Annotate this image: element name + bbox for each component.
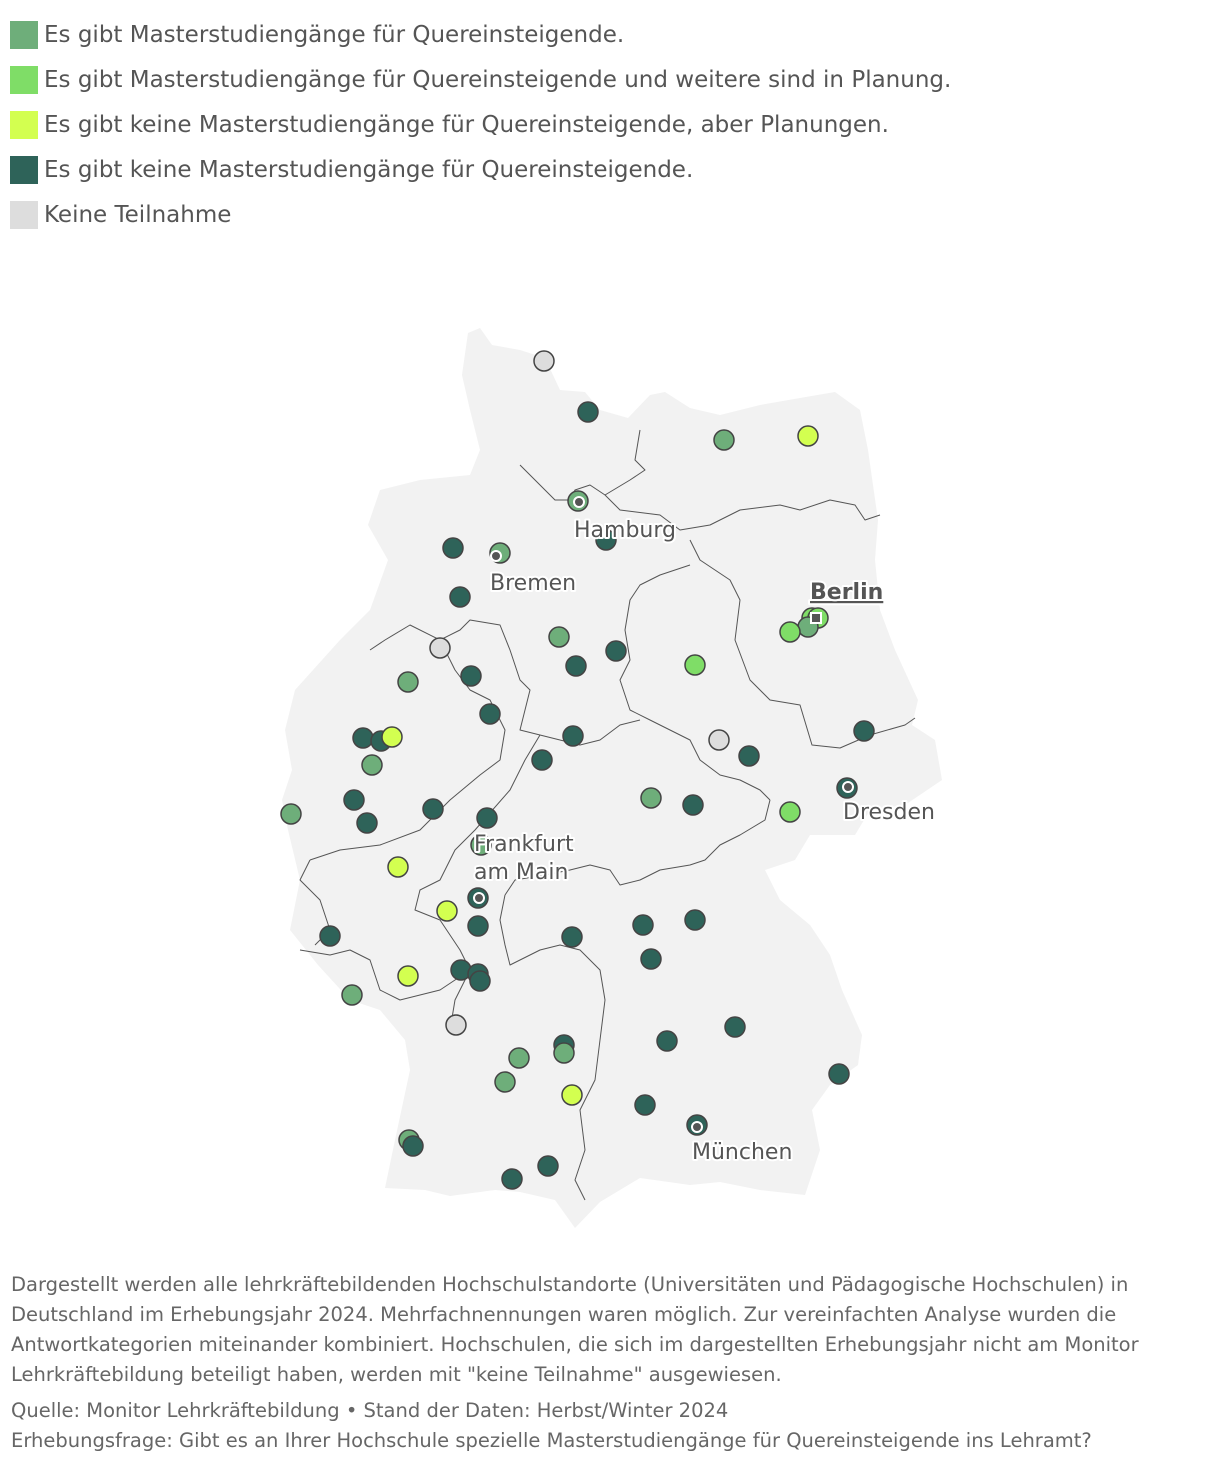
city-label-muenchen: München <box>692 1140 793 1165</box>
university-marker-no-master[interactable] <box>739 746 759 766</box>
university-marker-no-master[interactable] <box>477 808 497 828</box>
city-label-dresden: Dresden <box>843 800 935 825</box>
university-marker-no-master[interactable] <box>344 790 364 810</box>
legend-label: Es gibt Masterstudiengänge für Quereinsteigende und weitere sind in Planung. <box>44 66 952 93</box>
legend-label: Es gibt keine Masterstudiengänge für Quereinsteigende. <box>44 156 694 183</box>
university-marker-no-master[interactable] <box>450 587 470 607</box>
legend-label: Keine Teilnahme <box>44 201 232 228</box>
university-marker-no-master[interactable] <box>606 641 626 661</box>
university-marker-with-master[interactable] <box>495 1072 515 1092</box>
university-marker-no-master[interactable] <box>633 915 653 935</box>
legend-item[interactable] <box>10 12 951 57</box>
legend-item[interactable] <box>10 102 951 147</box>
city-label-berlin: Berlin <box>810 580 884 605</box>
university-marker-with-master[interactable] <box>641 788 661 808</box>
legend-swatch <box>10 111 38 139</box>
university-marker-no-participation[interactable] <box>534 351 554 371</box>
university-marker-no-master[interactable] <box>641 949 661 969</box>
university-marker-with-master-and-planning[interactable] <box>685 655 705 675</box>
university-marker-no-master[interactable] <box>461 666 481 686</box>
university-marker-no-master[interactable] <box>443 538 463 558</box>
source-note: Quelle: Monitor Lehrkräftebildung • Stand der Daten: Herbst/Winter 2024 <box>11 1399 729 1422</box>
city-label-bremen: Bremen <box>490 571 577 596</box>
legend-item[interactable] <box>10 57 951 102</box>
legend-item[interactable] <box>10 147 951 192</box>
university-marker-no-master[interactable] <box>468 916 488 936</box>
university-marker-with-master[interactable] <box>509 1048 529 1068</box>
university-marker-no-participation[interactable] <box>430 638 450 658</box>
university-marker-planning-only[interactable] <box>388 857 408 877</box>
legend-swatch <box>10 201 38 229</box>
university-marker-with-master[interactable] <box>362 755 382 775</box>
description-note: Dargestellt werden alle lehrkräftebildenden Hochschulstandorte (Universitäten und Pädagogische Hochschulen) in Deutschland im Erhebungsjahr 2024. Mehrfachnennungen waren möglich. Zur vereinfachten Analyse wurden die Antwortkategorien miteinander kombiniert. Hochschulen, die sich im dargestellten Erhebungsjahr nicht am Monitor Lehrkräftebildung beteiligt haben, werden mit "keine Teilnahme" ausgewiesen. <box>11 1273 1139 1386</box>
legend-item[interactable] <box>10 192 951 237</box>
university-marker-no-master[interactable] <box>480 704 500 724</box>
university-marker-planning-only[interactable] <box>382 727 402 747</box>
city-label-frankfurt-line1: Frankfurt <box>474 832 574 857</box>
muenchen-dot <box>692 1122 702 1132</box>
university-marker-no-master[interactable] <box>357 813 377 833</box>
university-marker-with-master[interactable] <box>549 627 569 647</box>
university-marker-planning-only[interactable] <box>562 1085 582 1105</box>
university-marker-no-master[interactable] <box>725 1017 745 1037</box>
university-marker-no-master[interactable] <box>403 1136 423 1156</box>
university-marker-no-participation[interactable] <box>709 730 729 750</box>
university-marker-no-master[interactable] <box>566 656 586 676</box>
footnotes <box>11 1270 1211 1456</box>
legend-swatch <box>10 156 38 184</box>
legend <box>10 12 951 237</box>
berlin-capital-marker <box>811 613 821 623</box>
university-marker-no-master[interactable] <box>320 926 340 946</box>
university-marker-no-master[interactable] <box>829 1064 849 1084</box>
university-marker-no-master[interactable] <box>353 728 373 748</box>
university-marker-no-master[interactable] <box>502 1169 522 1189</box>
legend-swatch <box>10 21 38 49</box>
university-marker-no-master[interactable] <box>685 910 705 930</box>
university-marker-no-master[interactable] <box>538 1156 558 1176</box>
germany-outline <box>282 328 942 1228</box>
university-marker-no-master[interactable] <box>657 1031 677 1051</box>
university-marker-with-master[interactable] <box>281 804 301 824</box>
university-marker-planning-only[interactable] <box>798 426 818 446</box>
legend-label: Es gibt Masterstudiengänge für Quereinsteigende. <box>44 21 625 48</box>
city-label-frankfurt-line2: am Main <box>474 860 569 885</box>
university-marker-with-master[interactable] <box>554 1043 574 1063</box>
frankfurt-dot <box>474 893 484 903</box>
city-label-hamburg: Hamburg <box>574 518 676 543</box>
question-note: Erhebungsfrage: Gibt es an Ihrer Hochschule spezielle Masterstudiengänge für Quereinsteigende ins Lehramt? <box>11 1429 1092 1452</box>
university-marker-no-master[interactable] <box>470 971 490 991</box>
university-marker-no-master[interactable] <box>563 726 583 746</box>
university-marker-no-participation[interactable] <box>446 1015 466 1035</box>
university-marker-with-master-and-planning[interactable] <box>780 802 800 822</box>
germany-map <box>0 300 1220 1250</box>
university-marker-no-master[interactable] <box>635 1095 655 1115</box>
university-marker-planning-only[interactable] <box>398 966 418 986</box>
university-marker-planning-only[interactable] <box>437 901 457 921</box>
university-marker-no-master[interactable] <box>562 927 582 947</box>
university-marker-no-master[interactable] <box>578 402 598 422</box>
legend-swatch <box>10 66 38 94</box>
university-marker-no-master[interactable] <box>683 795 703 815</box>
bremen-dot <box>491 551 501 561</box>
hamburg-dot <box>574 497 584 507</box>
university-marker-with-master-and-planning[interactable] <box>780 622 800 642</box>
university-marker-no-master[interactable] <box>423 799 443 819</box>
university-marker-with-master[interactable] <box>714 430 734 450</box>
dresden-dot <box>843 782 853 792</box>
university-marker-with-master[interactable] <box>398 672 418 692</box>
university-marker-with-master[interactable] <box>342 985 362 1005</box>
legend-label: Es gibt keine Masterstudiengänge für Quereinsteigende, aber Planungen. <box>44 111 889 138</box>
university-marker-no-master[interactable] <box>854 721 874 741</box>
university-marker-no-master[interactable] <box>532 750 552 770</box>
